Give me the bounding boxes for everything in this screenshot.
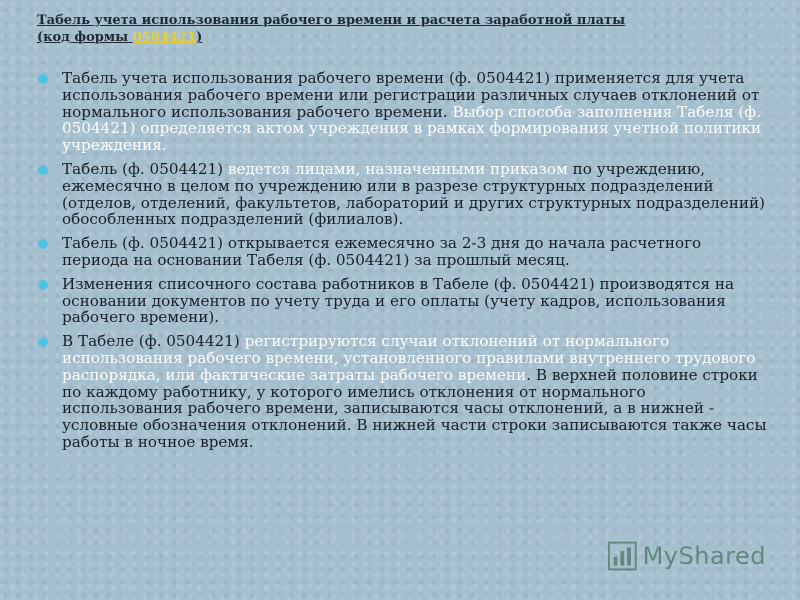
bullet-text: . В верхней половине строки по каждому работнику, у которого имелись отклонения от нормального использования рабочего времени, записываются часы отклонений, а в нижней - условные обозначения отклонений. В нижней части строки записываются также часы работы в ночное время.: [62, 365, 767, 451]
form-code-link[interactable]: 0504421: [132, 30, 197, 45]
header-title: Табель учета использования рабочего времени и расчета заработной платы: [37, 13, 626, 28]
bullet-text: Табель (ф. 0504421): [62, 159, 228, 178]
highlighted-text: Выбор способа заполнения Табеля (ф. 0504421) определяется актом учреждения в рамках формирования учетной политики учреждения.: [62, 102, 762, 155]
bullet-text: Изменения списочного состава работников в Табеле (ф. 0504421) производятся на основании документов по учету труда и его оплаты (учету кадров, использования рабочего времени).: [62, 274, 735, 327]
bullet-item: [38, 276, 768, 326]
logo-text: MyShared: [642, 542, 766, 570]
bullet-dot-icon: [38, 74, 48, 84]
bullet-text: Табель (ф. 0504421) открывается ежемесячно за 2-3 дня до начала расчетного периода на основании Табеля (ф. 0504421) за прошлый месяц.: [62, 234, 702, 269]
watermark-logo: [606, 537, 766, 575]
form-code-suffix: ): [196, 30, 203, 45]
bullet-dot-icon: [38, 165, 48, 175]
bullet-text: по учреждению, ежемесячно в целом по учреждению или в разрезе структурных подразделений (отделов, отделений, факультетов, лабораторий и других структурных подразделений) обособленных подразделений (филиалов).: [62, 159, 765, 229]
bullet-item: [38, 333, 768, 451]
bullet-text: В Табеле (ф. 0504421): [62, 332, 245, 351]
highlighted-text: регистрируются случаи отклонений от нормального использования рабочего времени, установленного правилами внутреннего трудового распорядка, или фактические затраты рабочего времени: [62, 332, 756, 384]
bullet-dot-icon: [38, 280, 48, 290]
highlighted-text: ведется лицами, назначенными приказом: [227, 159, 568, 178]
bullet-list: [38, 70, 768, 458]
bar-chart-logo-icon: [606, 539, 639, 573]
form-code-prefix: (код формы: [37, 30, 133, 45]
bullet-text: Табель учета использования рабочего времени (ф. 0504421) применяется для учета использования рабочего времени или регистрации различных случаев отклонений от нормального использования рабочего времени.: [62, 69, 760, 121]
form-code: [37, 30, 202, 45]
bullet-item: [38, 70, 768, 154]
bullet-item: [38, 235, 768, 269]
bullet-item: [38, 161, 768, 228]
slide-header: [37, 12, 737, 46]
bullet-dot-icon: [38, 239, 48, 249]
bullet-dot-icon: [38, 337, 48, 347]
